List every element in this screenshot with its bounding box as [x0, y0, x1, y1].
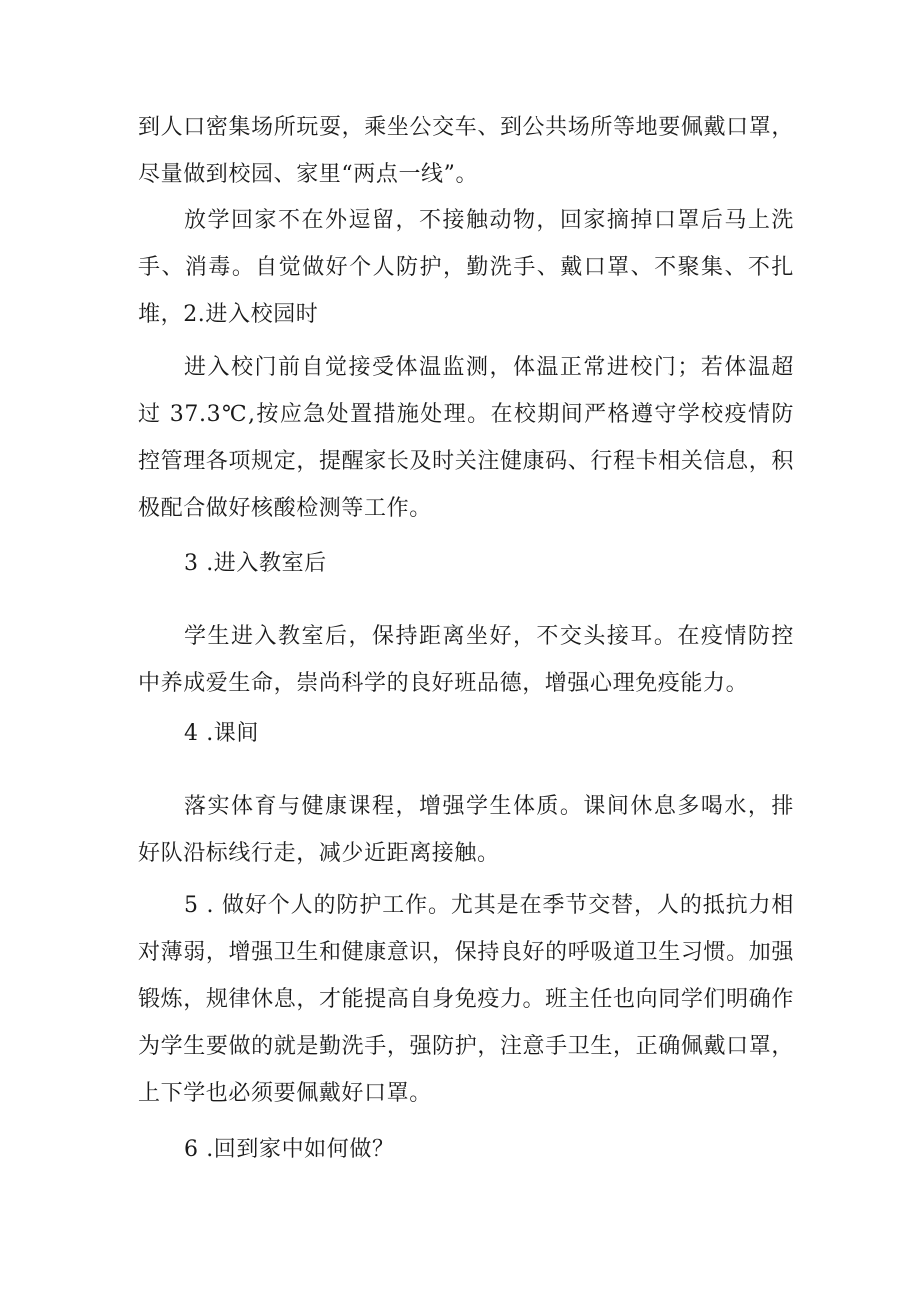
paragraph-after-school: 放学回家不在外逗留，不接触动物，回家摘掉口罩后马上洗手、消毒。自觉做好个人防护，勤洗手、戴口罩、不聚集、不扎堆，2.进入校园时	[138, 208, 794, 327]
paragraph-classroom: 学生进入教室后，保持距离坐好，不交头接耳。在疫情防控中养成爱生命，崇尚科学的良好班品德，增强心理免疫能力。	[138, 624, 794, 696]
section-heading-classroom: 3 .进入教室后	[184, 551, 327, 576]
paragraph-personal-protection: 5 . 做好个人的防护工作。尤其是在季节交替，人的抵抗力相对薄弱，增强卫生和健康意识，保持良好的呼吸道卫生习惯。加强锻炼，规律休息，才能提高自身免疫力。班主任也向同学们明确作为学生要做的就是勤洗手，强防护，注意手卫生，正确佩戴口罩，上下学也必须要佩戴好口罩。	[138, 893, 794, 1106]
paragraph-public-places: 到人口密集场所玩耍，乘坐公交车、到公共场所等地要佩戴口罩，尽量做到校园、家里“两点一线”。	[138, 115, 794, 187]
paragraph-break: 落实体育与健康课程，增强学生体质。课间休息多喝水，排好队沿标线行走，减少近距离接触。	[138, 794, 794, 866]
paragraph-entering-campus: 进入校门前自觉接受体温监测，体温正常进校门；若体温超过 37.3℃,按应急处置措施处理。在校期间严格遵守学校疫情防控管理各项规定，提醒家长及时关注健康码、行程卡相关信息，积极配合做好核酸检测等工作。	[138, 355, 794, 521]
section-heading-break: 4 .课间	[184, 721, 259, 746]
section-heading-at-home: 6 .回到家中如何做？	[184, 1137, 395, 1162]
